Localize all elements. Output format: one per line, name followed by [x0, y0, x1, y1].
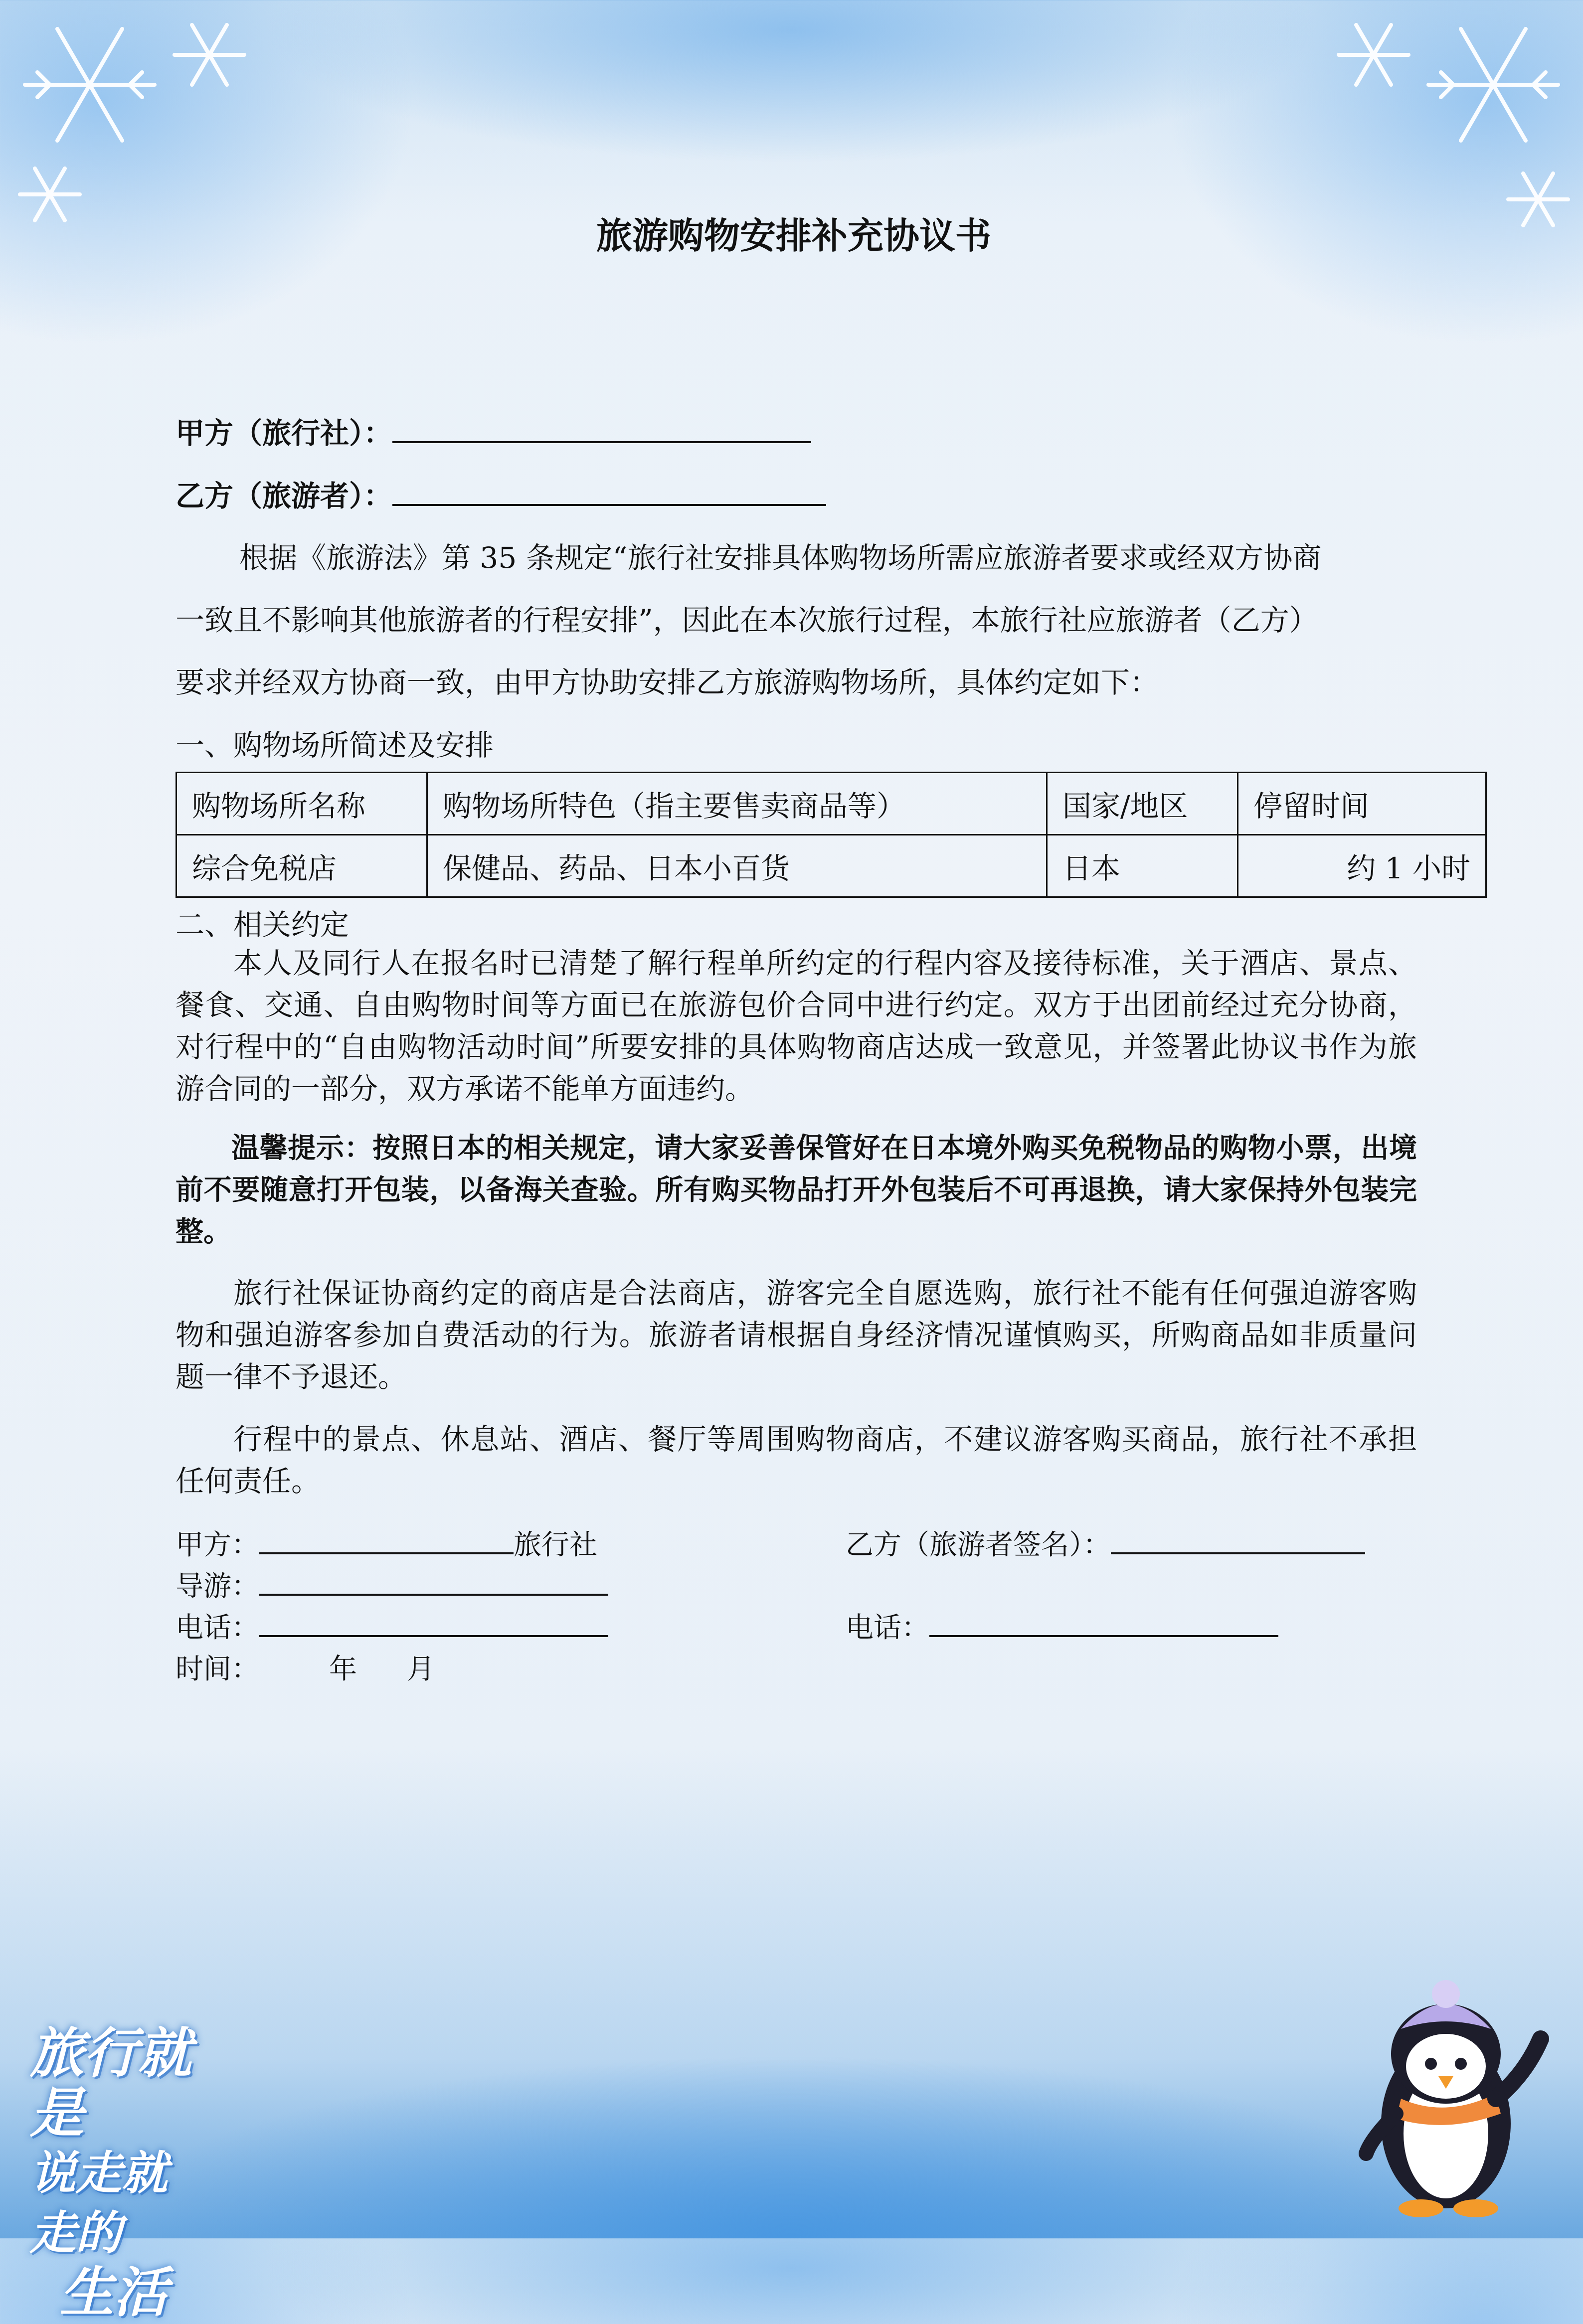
party-a-line [176, 410, 811, 452]
intro-line-1: 根据《旅游法》第 35 条规定“旅行社安排具体购物场所需应旅游者要求或经双方协商 [239, 541, 1322, 575]
phone-a-line [176, 1606, 608, 1646]
table-cell: 日本 [1047, 835, 1238, 897]
phone-b-label: 电话： [846, 1612, 929, 1644]
snowflake-decoration-right [1304, 0, 1583, 239]
table-header-cell: 购物场所名称 [176, 773, 427, 835]
party-b-sign-label: 乙方（旅游者签名）： [846, 1529, 1111, 1561]
penguin-mascot-illustration [1346, 1974, 1556, 2223]
shopping-table [176, 772, 1487, 898]
table-cell: 综合免税店 [176, 835, 427, 897]
warm-tip-paragraph: 温馨提示：按照日本的相关规定，请大家妥善保管好在日本境外购买免税物品的购物小票，出境前不要随意打开包装，以备海关查验。所有购买物品打开外包装后不可再退换，请大家保持外包装完整。 [176, 1132, 1417, 1248]
party-a-name-blank[interactable] [259, 1532, 514, 1554]
party-a-signature-line [176, 1523, 597, 1563]
document-title: 旅游购物安排补充协议书 [596, 215, 991, 257]
party-a-label: 甲方（旅行社）： [176, 416, 393, 450]
phone-b-line [846, 1606, 1278, 1646]
section-1-heading: 一、购物场所简述及安排 [176, 728, 494, 762]
time-year: 年 [329, 1653, 357, 1685]
intro-line-2: 一致且不影响其他旅游者的行程安排”，因此在本次旅行过程，本旅行社应旅游者（乙方） [176, 603, 1318, 637]
table-cell: 保健品、药品、日本小百货 [427, 835, 1047, 897]
party-b-sign-blank[interactable] [1111, 1532, 1365, 1554]
slogan-line-2: 说走就走的 [30, 2147, 168, 2260]
intro-line-3: 要求并经双方协商一致，由甲方协助安排乙方旅游购物场所，具体约定如下： [176, 665, 1159, 699]
phone-a-blank[interactable] [259, 1615, 608, 1637]
slogan-logo [30, 2022, 209, 2324]
table-header-cell: 国家/地区 [1047, 773, 1238, 835]
party-b-signature-line [846, 1523, 1365, 1563]
guide-blank[interactable] [259, 1574, 608, 1596]
party-b-blank[interactable] [392, 484, 826, 506]
party-b-label: 乙方（旅游者）： [176, 479, 393, 513]
party-a-blank[interactable] [392, 421, 811, 443]
guide-label: 导游： [176, 1570, 259, 1603]
time-label: 时间： [176, 1653, 259, 1685]
party-a-sign-suffix: 旅行社 [514, 1529, 597, 1561]
snowflake-decoration-left [0, 0, 279, 239]
table-row [176, 835, 1486, 897]
party-b-line [176, 473, 826, 514]
table-header-cell: 停留时间 [1238, 773, 1486, 835]
time-line [176, 1647, 435, 1687]
party-a-sign-label: 甲方： [176, 1529, 259, 1561]
table-header-row [176, 773, 1486, 835]
nearby-shops-paragraph: 行程中的景点、休息站、酒店、餐厅等周围购物商店，不建议游客购买商品，旅行社不承担任何责任。 [176, 1422, 1417, 1498]
guarantee-paragraph: 旅行社保证协商约定的商店是合法商店，游客完全自愿选购，旅行社不能有任何强迫游客购物和强迫游客参加自费活动的行为。旅游者请根据自身经济情况谨慎购买，所购商品如非质量问题一律不予退还。 [176, 1276, 1417, 1394]
time-month: 月 [407, 1653, 435, 1685]
table-cell: 约 1 小时 [1238, 835, 1486, 897]
phone-a-label: 电话： [176, 1612, 259, 1644]
phone-b-blank[interactable] [929, 1615, 1278, 1637]
section-2-heading: 二、相关约定 [176, 908, 350, 942]
agreement-paragraph: 本人及同行人在报名时已清楚了解行程单所约定的行程内容及接待标准，关于酒店、景点、餐食、交通、自由购物时间等方面已在旅游包价合同中进行约定。双方于出团前经过充分协商，对行程中的“自由购物活动时间”所要安排的具体购物商店达成一致意见，并签署此协议书作为旅游合同的一部分，双方承诺不能单方面违约。 [176, 946, 1417, 1106]
table-header-cell: 购物场所特色（指主要售卖商品等） [427, 773, 1047, 835]
slogan-line-3: 生活 [60, 2262, 168, 2324]
slogan-line-1: 旅行就是 [30, 2022, 192, 2145]
guide-signature-line [176, 1564, 608, 1604]
